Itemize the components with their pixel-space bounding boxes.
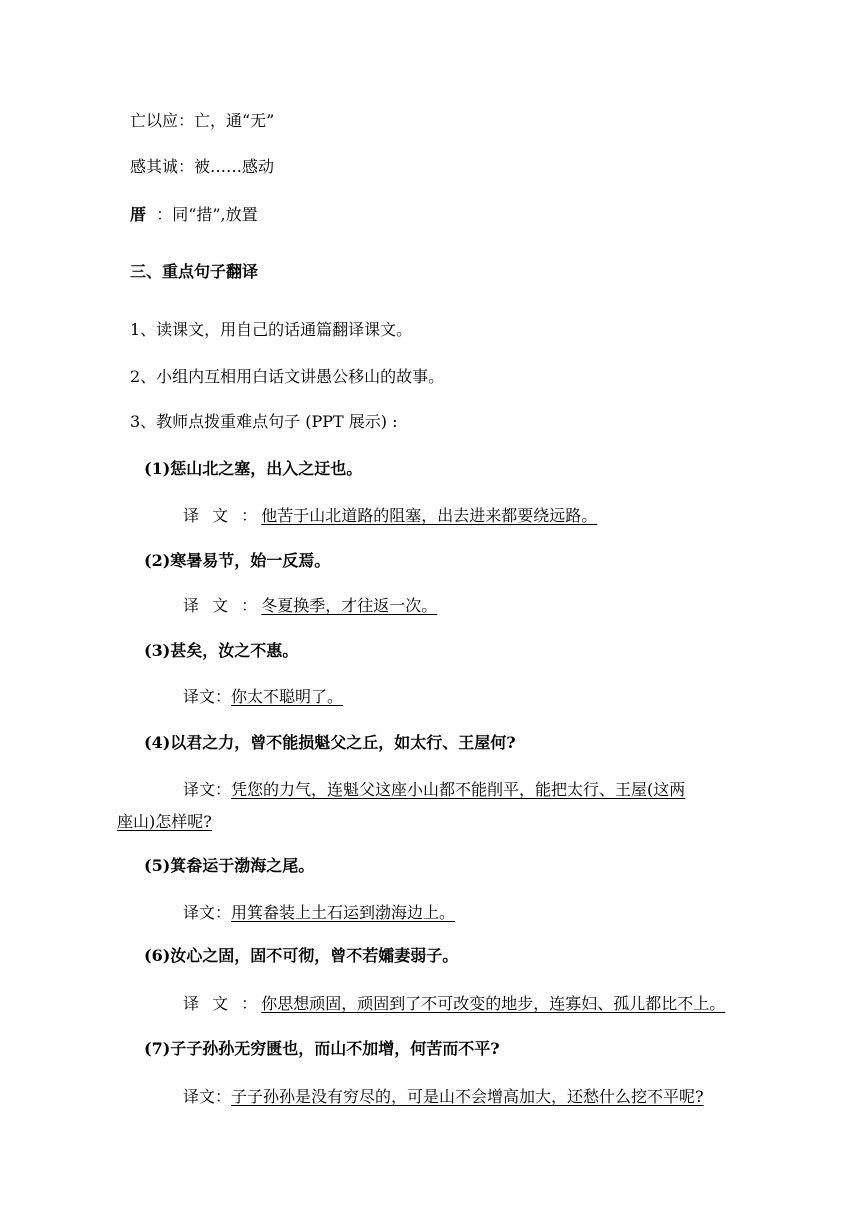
note-cuo xyxy=(130,205,258,225)
translation-label: 译 文 ： xyxy=(183,506,262,525)
translation-3 xyxy=(183,687,343,707)
translation-label: 译文： xyxy=(183,1087,232,1106)
note-cuo-text: ：同“措”,放置 xyxy=(156,205,258,224)
translation-text: 冬夏换季，才往返一次。 xyxy=(261,596,438,615)
translation-4 xyxy=(183,780,685,800)
sentence-6: (6)汝心之固，固不可彻，曾不若孀妻弱子。 xyxy=(144,946,459,965)
translation-label: 译 文 ： xyxy=(183,994,262,1013)
note-wang: 亡以应：亡，通“无” xyxy=(130,111,275,130)
translation-text: 子子孙孙是没有穷尽的，可是山不会增高加大，还愁什么挖不平呢? xyxy=(231,1087,704,1106)
sentence-4: (4)以君之力，曾不能损魁父之丘，如太行、王屋何? xyxy=(144,733,516,752)
note-cuo-char: 厝 xyxy=(130,205,147,224)
sentence-2: (2)寒暑易节，始一反焉。 xyxy=(144,551,331,570)
translation-5 xyxy=(183,903,455,923)
translation-7 xyxy=(183,1087,704,1107)
translation-text: 你太不聪明了。 xyxy=(231,687,344,706)
sentence-7: (7)子子孙孙无穷匮也，而山不加增，何苦而不平? xyxy=(144,1039,500,1058)
translation-label: 译 文 ： xyxy=(183,596,262,615)
translation-label: 译文： xyxy=(183,687,232,706)
sentence-3: (3)甚矣，汝之不惠。 xyxy=(144,641,299,660)
step-2: 2、小组内互相用白话文讲愚公移山的故事。 xyxy=(130,367,445,386)
translation-text-continued: 座山)怎样呢? xyxy=(117,812,212,831)
translation-text: 凭您的力气，连魁父这座小山都不能削平，能把太行、王屋(这两 xyxy=(231,780,686,799)
sentence-1: (1)惩山北之塞，出入之迂也。 xyxy=(144,459,363,478)
translation-text: 你思想顽固，顽固到了不可改变的地步，连寡妇、孤儿都比不上。 xyxy=(261,994,726,1013)
translation-label: 译文： xyxy=(183,903,232,922)
translation-1 xyxy=(183,506,597,526)
translation-text: 用箕畚装上土石运到渤海边上。 xyxy=(231,903,456,922)
translation-text: 他苦于山北道路的阻塞，出去进来都要绕远路。 xyxy=(261,506,598,525)
translation-4-continued xyxy=(117,812,212,832)
step-1: 1、读课文，用自己的话通篇翻译课文。 xyxy=(130,320,413,339)
sentence-5: (5)箕畚运于渤海之尾。 xyxy=(144,856,315,875)
translation-6 xyxy=(183,994,725,1014)
translation-label: 译文： xyxy=(183,780,232,799)
note-gan: 感其诚：被……感动 xyxy=(130,157,275,176)
translation-2 xyxy=(183,596,437,616)
step-3: 3、教师点拨重难点句子 (PPT 展示) : xyxy=(130,412,398,431)
section-heading: 三、重点句子翻译 xyxy=(130,262,259,281)
